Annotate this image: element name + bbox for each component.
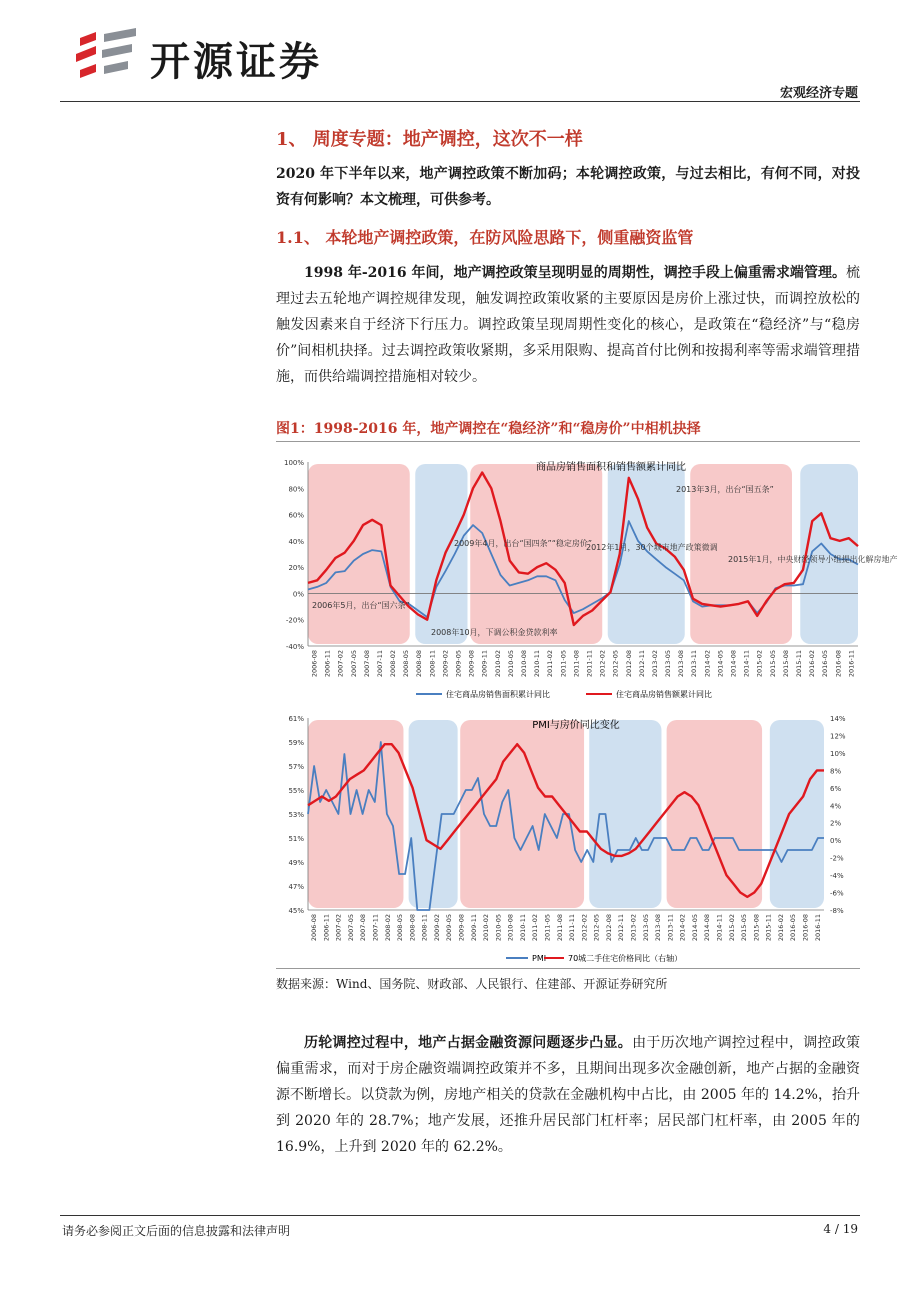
y2-tick-label: 12% bbox=[830, 732, 846, 741]
x-tick-label: 2010-02 bbox=[482, 914, 491, 942]
chart1-annotation: 2015年1月，中央财经领导小组提出化解房地产 bbox=[728, 555, 898, 564]
subsection-title: 1.1、 本轮地产调控政策，在防风险思路下，侧重融资监管 bbox=[276, 228, 694, 247]
x-tick-label: 2011-08 bbox=[555, 914, 564, 942]
x-tick-label: 2015-05 bbox=[740, 914, 749, 942]
x-tick-label: 2007-02 bbox=[334, 914, 343, 942]
x-tick-label: 2011-02 bbox=[531, 914, 540, 942]
y2-tick-label: -6% bbox=[830, 889, 844, 898]
x-tick-label: 2013-08 bbox=[654, 914, 663, 942]
y2-tick-label: 0% bbox=[830, 837, 842, 846]
footer-divider bbox=[60, 1215, 860, 1216]
y-tick-label: 47% bbox=[288, 883, 304, 891]
y2-tick-label: -8% bbox=[830, 907, 844, 915]
y-tick-label: 49% bbox=[288, 859, 304, 867]
x-tick-label: 2008-02 bbox=[389, 650, 398, 678]
brand-name: 开源证券 bbox=[150, 39, 322, 85]
x-tick-label: 2007-02 bbox=[336, 650, 345, 678]
x-tick-label: 2014-08 bbox=[729, 650, 738, 678]
figure-source: 数据来源：Wind、国务院、财政部、人民银行、住建部、开源证券研究所 bbox=[276, 977, 668, 991]
x-tick-label: 2006-11 bbox=[323, 650, 332, 678]
x-tick-label: 2015-11 bbox=[764, 914, 773, 942]
x-tick-label: 2008-11 bbox=[420, 914, 429, 942]
y-tick-label: 100% bbox=[283, 459, 304, 467]
x-tick-label: 2009-08 bbox=[457, 914, 466, 942]
chart1-legend-area: 住宅商品房销售面积累计同比 bbox=[446, 690, 550, 699]
x-tick-label: 2008-05 bbox=[402, 650, 411, 678]
x-tick-label: 2014-05 bbox=[690, 914, 699, 942]
x-tick-label: 2016-02 bbox=[808, 650, 817, 678]
x-tick-label: 2006-08 bbox=[310, 650, 319, 678]
y2-tick-label: 10% bbox=[830, 749, 846, 758]
x-tick-label: 2012-11 bbox=[617, 914, 626, 942]
x-tick-label: 2008-08 bbox=[408, 914, 417, 942]
x-tick-label: 2015-02 bbox=[755, 650, 764, 678]
x-tick-label: 2014-05 bbox=[716, 650, 725, 678]
x-tick-label: 2015-08 bbox=[752, 914, 761, 942]
footer-disclaimer: 请务必参阅正文后面的信息披露和法律声明 bbox=[62, 1224, 291, 1238]
x-tick-label: 2013-02 bbox=[650, 650, 659, 678]
x-tick-label: 2007-11 bbox=[371, 914, 380, 942]
x-tick-label: 2013-11 bbox=[690, 650, 699, 678]
x-tick-label: 2007-11 bbox=[375, 650, 384, 678]
x-tick-label: 2009-08 bbox=[467, 650, 476, 678]
x-tick-label: 2016-08 bbox=[834, 650, 843, 678]
y-tick-label: 57% bbox=[288, 763, 304, 771]
y-tick-label: -20% bbox=[285, 616, 304, 625]
y-tick-label: 80% bbox=[288, 485, 304, 494]
x-tick-label: 2011-02 bbox=[546, 650, 555, 678]
chart1-annotation: 2008年10月，下调公积金贷款利率 bbox=[431, 628, 558, 637]
chart1-annotation: 2012年1月，30个城市地产政策微调 bbox=[586, 543, 718, 552]
body-paragraph-1-text: 梳理过去五轮地产调控规律发现，触发调控政策收紧的主要原因是房价上涨过快，而调控放松的触发因素来自于经济下行压力。调控政策呈现周期性变化的核心，是政策在“稳经济”与“稳房价”间相机抉择。过去调控政策收紧期，多采用限购、提高首付比例和按揭利率等需求端管理措施，而供给端调控措施相对较少。 bbox=[276, 265, 860, 385]
x-tick-label: 2014-02 bbox=[678, 914, 687, 942]
x-tick-label: 2010-02 bbox=[493, 650, 502, 678]
x-tick-label: 2006-11 bbox=[322, 914, 331, 942]
x-tick-label: 2015-02 bbox=[727, 914, 736, 942]
x-tick-label: 2013-11 bbox=[666, 914, 675, 942]
y-tick-label: 59% bbox=[288, 739, 304, 747]
chart2-title: PMI与房价同比变化 bbox=[532, 720, 620, 731]
figure-top-rule bbox=[276, 441, 860, 442]
x-tick-label: 2008-08 bbox=[415, 650, 424, 678]
body-paragraph-2-text: 由于历次地产调控过程中，调控政策偏重需求，而对于房企融资端调控政策并不多，且期间出现多次金融创新，地产占据的金融资源不断增长。以贷款为例，房地产相关的贷款在金融机构中占比，由 2005 年的 14.2%，抬升到 2020 年的 28.7%；地产发展，还推升居民部门杠杆率；居民部门杠杆率，由 2005 年的 16.9%，上升到 2020 年的 62.2%。 bbox=[276, 1035, 861, 1155]
x-tick-label: 2016-11 bbox=[847, 650, 856, 678]
y-tick-label: 0% bbox=[292, 590, 304, 599]
chart1-title: 商品房销售面积和销售额累计同比 bbox=[536, 462, 686, 473]
brand-logo-icon bbox=[74, 28, 140, 80]
x-tick-label: 2011-05 bbox=[559, 650, 568, 678]
x-tick-label: 2009-05 bbox=[454, 650, 463, 678]
x-tick-label: 2012-05 bbox=[611, 650, 620, 678]
pmi-price-chart bbox=[276, 710, 860, 968]
x-tick-label: 2010-05 bbox=[494, 914, 503, 942]
x-tick-label: 2009-11 bbox=[469, 914, 478, 942]
body-paragraph-2 bbox=[276, 1030, 860, 1160]
x-tick-label: 2015-08 bbox=[781, 650, 790, 678]
chart1-annotation: 2013年3月，出台“国五条” bbox=[676, 485, 774, 494]
y2-tick-label: 2% bbox=[830, 819, 842, 828]
x-tick-label: 2007-05 bbox=[349, 650, 358, 678]
y-tick-label: 20% bbox=[288, 564, 304, 573]
x-tick-label: 2011-11 bbox=[585, 650, 594, 678]
y-tick-label: 61% bbox=[288, 715, 304, 723]
x-tick-label: 2014-11 bbox=[715, 914, 724, 942]
body-paragraph-1 bbox=[276, 260, 860, 390]
y-tick-label: 40% bbox=[288, 537, 304, 546]
policy-band-tighten bbox=[308, 464, 410, 644]
y2-tick-label: -2% bbox=[830, 854, 844, 863]
y-tick-label: 55% bbox=[288, 787, 304, 795]
policy-band-loosen bbox=[800, 464, 858, 644]
chart2-legend-price: 70城二手住宅价格同比（右轴） bbox=[568, 954, 683, 963]
body-paragraph-2-lead: 历轮调控过程中，地产占据金融资源问题逐步凸显。 bbox=[304, 1035, 633, 1051]
x-tick-label: 2010-05 bbox=[506, 650, 515, 678]
x-tick-label: 2012-08 bbox=[624, 650, 633, 678]
x-tick-label: 2013-02 bbox=[629, 914, 638, 942]
x-tick-label: 2016-08 bbox=[801, 914, 810, 942]
x-tick-label: 2016-02 bbox=[776, 914, 785, 942]
x-tick-label: 2012-02 bbox=[580, 914, 589, 942]
y-tick-label: 51% bbox=[288, 835, 304, 843]
intro-paragraph: 2020 年下半年以来，地产调控政策不断加码；本轮调控政策，与过去相比，有何不同，对投资有何影响？本文梳理，可供参考。 bbox=[276, 166, 860, 208]
header-divider bbox=[60, 101, 860, 102]
x-tick-label: 2013-05 bbox=[664, 650, 673, 678]
y-tick-label: -40% bbox=[285, 643, 304, 651]
chart2-legend-pmi: PMI bbox=[532, 954, 547, 963]
x-tick-label: 2016-11 bbox=[813, 914, 822, 942]
x-tick-label: 2016-05 bbox=[789, 914, 798, 942]
x-tick-label: 2013-05 bbox=[641, 914, 650, 942]
x-tick-label: 2012-02 bbox=[598, 650, 607, 678]
x-tick-label: 2007-05 bbox=[346, 914, 355, 942]
x-tick-label: 2010-11 bbox=[533, 650, 542, 678]
x-tick-label: 2007-08 bbox=[359, 914, 368, 942]
x-tick-label: 2008-02 bbox=[383, 914, 392, 942]
x-tick-label: 2015-11 bbox=[795, 650, 804, 678]
x-tick-label: 2015-05 bbox=[768, 650, 777, 678]
x-tick-label: 2008-11 bbox=[428, 650, 437, 678]
chart1-legend-sales: 住宅商品房销售额累计同比 bbox=[616, 690, 712, 699]
section-title: 1、 周度专题：地产调控，这次不一样 bbox=[276, 129, 583, 150]
x-tick-label: 2010-08 bbox=[506, 914, 515, 942]
x-tick-label: 2009-05 bbox=[445, 914, 454, 942]
x-tick-label: 2014-11 bbox=[742, 650, 751, 678]
policy-band-tighten bbox=[667, 720, 762, 908]
x-tick-label: 2016-05 bbox=[821, 650, 830, 678]
chart1-annotation: 2006年5月，出台“国六条” bbox=[312, 601, 410, 610]
x-tick-label: 2010-11 bbox=[518, 914, 527, 942]
policy-band-loosen bbox=[770, 720, 824, 908]
x-tick-label: 2011-08 bbox=[572, 650, 581, 678]
page-number: 4 / 19 bbox=[823, 1222, 858, 1236]
sales-yoy-chart bbox=[276, 450, 898, 708]
x-tick-label: 2012-05 bbox=[592, 914, 601, 942]
y2-tick-label: -4% bbox=[830, 872, 844, 881]
y-tick-label: 45% bbox=[288, 907, 304, 915]
y2-tick-label: 6% bbox=[830, 784, 842, 793]
chart1-annotation: 2009年4月，出台“国四条”“稳定房价” bbox=[454, 539, 593, 548]
x-tick-label: 2012-08 bbox=[604, 914, 613, 942]
figure-bottom-rule bbox=[276, 968, 860, 969]
y-tick-label: 60% bbox=[288, 511, 304, 520]
x-tick-label: 2009-11 bbox=[480, 650, 489, 678]
y2-tick-label: 14% bbox=[830, 715, 846, 723]
x-tick-label: 2008-05 bbox=[396, 914, 405, 942]
x-tick-label: 2011-11 bbox=[568, 914, 577, 942]
y2-tick-label: 4% bbox=[830, 802, 842, 811]
body-paragraph-1-lead: 1998 年-2016 年间，地产调控政策呈现明显的周期性，调控手段上偏重需求端管理。 bbox=[304, 265, 846, 281]
x-tick-label: 2010-08 bbox=[520, 650, 529, 678]
x-tick-label: 2009-02 bbox=[441, 650, 450, 678]
x-tick-label: 2013-08 bbox=[677, 650, 686, 678]
y-tick-label: 53% bbox=[288, 811, 304, 819]
x-tick-label: 2012-11 bbox=[637, 650, 646, 678]
x-tick-label: 2009-02 bbox=[432, 914, 441, 942]
x-tick-label: 2007-08 bbox=[362, 650, 371, 678]
report-type: 宏观经济专题 bbox=[779, 86, 858, 101]
figure-caption: 图1：1998-2016 年，地产调控在“稳经济”和“稳房价”中相机抉择 bbox=[276, 421, 701, 437]
x-tick-label: 2011-05 bbox=[543, 914, 552, 942]
policy-band-tighten bbox=[308, 720, 403, 908]
y2-tick-label: 8% bbox=[830, 767, 842, 776]
x-tick-label: 2006-08 bbox=[310, 914, 319, 942]
x-tick-label: 2014-08 bbox=[703, 914, 712, 942]
x-tick-label: 2014-02 bbox=[703, 650, 712, 678]
